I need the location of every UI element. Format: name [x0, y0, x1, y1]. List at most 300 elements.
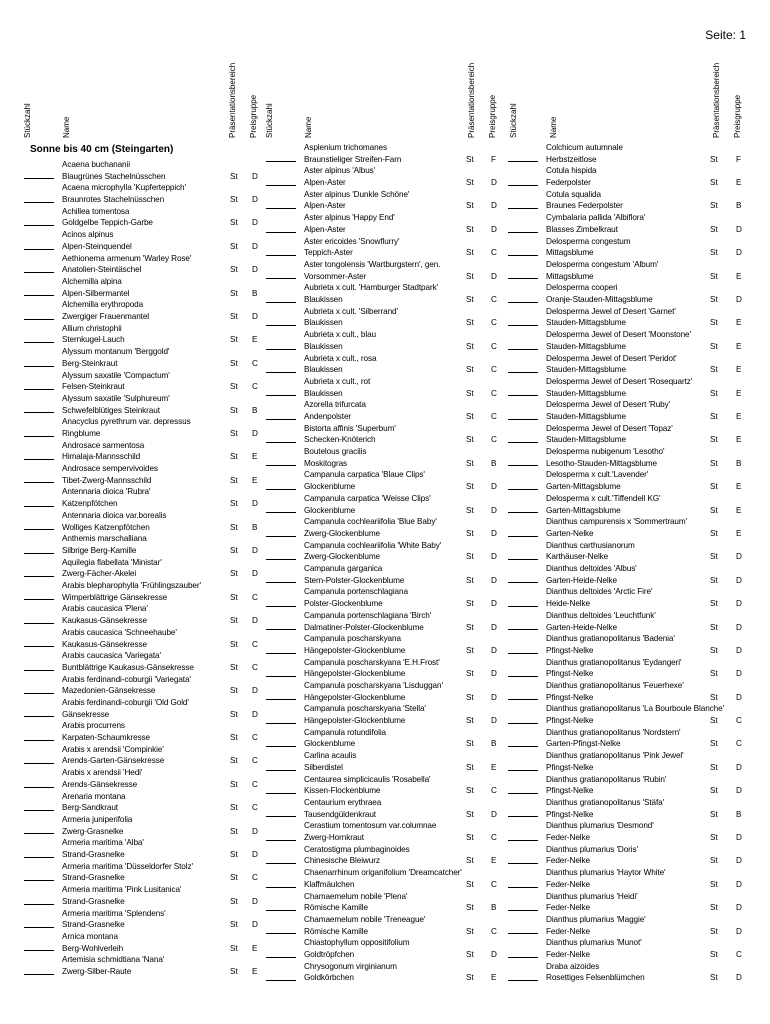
common-name: Stern-Polster-Glockenblume: [304, 575, 405, 585]
plant-name: [546, 914, 646, 937]
common-name: Feder-Nelke: [546, 833, 590, 843]
price-group: D: [491, 599, 497, 609]
price-group: E: [736, 435, 742, 445]
plant-name: [546, 236, 630, 259]
plant-entry: [266, 680, 506, 703]
quantity-blank[interactable]: [24, 693, 54, 694]
botanical-name: Dianthus gratianopolitanus 'La Bourboule Blanche': [546, 704, 725, 714]
plant-name: [546, 820, 654, 843]
botanical-name: Arabis x arendsii 'Compinkie': [62, 744, 164, 754]
quantity-blank[interactable]: [24, 482, 54, 483]
botanical-name: Delosperma x cult.'Lavender': [546, 470, 649, 480]
plant-entry: [24, 533, 266, 556]
common-name: Glockenblume: [304, 739, 356, 749]
common-name: Heide-Nelke: [546, 599, 590, 609]
plant-entry: [266, 469, 506, 492]
plant-entry: [24, 697, 266, 720]
plant-entry: [266, 446, 506, 469]
price-group: E: [252, 475, 258, 485]
plant-name: [546, 937, 642, 960]
common-name: Silbrige Berg-Kamille: [62, 545, 137, 555]
common-name: Felsen-Steinkraut: [62, 382, 125, 392]
entry-list: [508, 142, 752, 984]
quantity-blank[interactable]: [508, 278, 538, 279]
quantity-blank[interactable]: [24, 857, 54, 858]
common-name: Mazedonien-Gänsekresse: [62, 686, 156, 696]
quantity-blank[interactable]: [24, 272, 54, 273]
botanical-name: Delosperma Jewel of Desert 'Peridot': [546, 353, 677, 363]
quantity-blank[interactable]: [508, 816, 538, 817]
plant-entry: [24, 510, 266, 533]
botanical-name: Chaenarrhinum origanifolium 'Dreamcatcher': [304, 868, 462, 878]
plant-entry: [266, 586, 506, 609]
quantity-blank[interactable]: [24, 599, 54, 600]
common-name: Sternkugel-Lauch: [62, 335, 125, 345]
quantity-blank[interactable]: [266, 910, 296, 911]
common-name: Buntblättrige Kaukasus-Gänsekresse: [62, 662, 194, 672]
presentation-area: St: [466, 599, 474, 609]
quantity-blank[interactable]: [266, 887, 296, 888]
price-group: D: [491, 482, 497, 492]
botanical-name: Centaurium erythraea: [304, 797, 382, 807]
quantity-blank[interactable]: [508, 606, 538, 607]
quantity-blank[interactable]: [508, 723, 538, 724]
price-group: D: [491, 575, 497, 585]
botanical-name: Arabis x arendsii 'Hedi': [62, 768, 143, 778]
plant-entry: [508, 329, 752, 352]
quantity-blank[interactable]: [24, 389, 54, 390]
quantity-blank[interactable]: [24, 436, 54, 437]
common-name: Alpen-Aster: [304, 224, 346, 234]
quantity-blank[interactable]: [266, 278, 296, 279]
quantity-blank[interactable]: [266, 980, 296, 981]
price-group: C: [252, 873, 258, 883]
quantity-blank[interactable]: [508, 957, 538, 958]
botanical-name: Campanula poscharskyana 'Lisduggan': [304, 680, 443, 690]
plant-name: [62, 931, 123, 954]
quantity-blank[interactable]: [24, 833, 54, 834]
price-group: D: [491, 552, 497, 562]
plant-name: [304, 586, 408, 609]
plant-name: [62, 650, 194, 673]
botanical-name: Androsace sarmentosa: [62, 440, 145, 450]
plant-name: [546, 259, 658, 282]
botanical-name: Chiastophyllum oppositifolium: [304, 938, 410, 948]
quantity-blank[interactable]: [24, 787, 54, 788]
plant-entry: [508, 282, 752, 305]
plant-name: [546, 282, 653, 305]
quantity-blank[interactable]: [266, 395, 296, 396]
botanical-name: Campanula poscharskyana 'Stella': [304, 704, 426, 714]
plant-name: [546, 657, 681, 680]
plant-name: [62, 767, 142, 790]
plant-entry: [508, 633, 752, 656]
plant-name: [62, 814, 132, 837]
column-header: [266, 38, 506, 142]
plant-entry: [508, 586, 752, 609]
quantity-blank[interactable]: [508, 933, 538, 934]
quantity-blank[interactable]: [24, 927, 54, 928]
quantity-blank[interactable]: [508, 770, 538, 771]
price-group: B: [252, 522, 258, 532]
plant-name: [546, 844, 638, 867]
price-group: D: [252, 896, 258, 906]
quantity-blank[interactable]: [508, 395, 538, 396]
common-name: Tausendgüldenkraut: [304, 809, 376, 819]
plant-name: [304, 493, 431, 516]
plant-entry: [508, 142, 752, 165]
common-name: Stauden-Mittagsblume: [546, 388, 626, 398]
common-name: Zwerg-Glockenblume: [304, 552, 381, 562]
quantity-blank[interactable]: [508, 746, 538, 747]
quantity-blank[interactable]: [266, 512, 296, 513]
quantity-blank[interactable]: [266, 582, 296, 583]
plant-name: [546, 446, 664, 469]
common-name: Stauden-Mittagsblume: [546, 365, 626, 375]
presentation-area: St: [710, 645, 718, 655]
plant-name: [304, 142, 401, 165]
common-name: Lesotho-Stauden-Mittagsblume: [546, 458, 657, 468]
quantity-blank[interactable]: [508, 232, 538, 233]
presentation-area: St: [230, 850, 238, 860]
quantity-blank[interactable]: [24, 249, 54, 250]
quantity-blank[interactable]: [266, 559, 296, 560]
presentation-area: St: [230, 943, 238, 953]
quantity-blank[interactable]: [508, 489, 538, 490]
quantity-blank[interactable]: [266, 419, 296, 420]
plant-entry: [24, 557, 266, 580]
quantity-blank[interactable]: [266, 723, 296, 724]
quantity-blank[interactable]: [508, 512, 538, 513]
botanical-name: Dianthus carthusianorum: [546, 540, 635, 550]
botanical-name: Aubrieta x cult. 'Silberrand': [304, 306, 398, 316]
common-name: Berg-Wohlverleih: [62, 943, 124, 953]
plant-entry: [266, 703, 506, 726]
presentation-area: St: [230, 241, 238, 251]
quantity-blank[interactable]: [266, 793, 296, 794]
quantity-blank[interactable]: [508, 372, 538, 373]
quantity-blank[interactable]: [266, 770, 296, 771]
common-name: Kissen-Flockenblume: [304, 786, 381, 796]
quantity-blank[interactable]: [24, 716, 54, 717]
plant-entry: [24, 650, 266, 673]
quantity-blank[interactable]: [508, 302, 538, 303]
price-group: D: [736, 833, 742, 843]
quantity-blank[interactable]: [24, 319, 54, 320]
plant-name: [546, 610, 656, 633]
quantity-blank[interactable]: [24, 295, 54, 296]
plant-entry: [508, 540, 752, 563]
quantity-blank[interactable]: [266, 372, 296, 373]
quantity-blank[interactable]: [266, 208, 296, 209]
quantity-blank[interactable]: [266, 185, 296, 186]
quantity-blank[interactable]: [508, 208, 538, 209]
common-name: Pfingst-Nelke: [546, 645, 594, 655]
quantity-blank[interactable]: [508, 536, 538, 537]
price-group: B: [736, 458, 742, 468]
common-name: Strand-Grasnelke: [62, 873, 125, 883]
quantity-blank[interactable]: [266, 489, 296, 490]
quantity-blank[interactable]: [508, 465, 538, 466]
price-group: E: [491, 856, 497, 866]
plant-entry: [508, 446, 752, 469]
plant-name: [62, 861, 193, 884]
quantity-blank[interactable]: [266, 349, 296, 350]
header-price: Preisgruppe: [249, 94, 258, 138]
plant-name: [546, 306, 676, 329]
plant-entry: [508, 493, 752, 516]
quantity-blank[interactable]: [266, 840, 296, 841]
quantity-blank[interactable]: [508, 349, 538, 350]
quantity-blank[interactable]: [508, 676, 538, 677]
plant-entry: [508, 353, 752, 376]
price-group: E: [252, 943, 258, 953]
price-group: D: [491, 716, 497, 726]
header-count: Stückzahl: [509, 103, 518, 138]
botanical-name: Armeria maritima 'Pink Lusitanica': [62, 885, 182, 895]
price-group: E: [736, 388, 742, 398]
presentation-area: St: [710, 809, 718, 819]
header-price: Preisgruppe: [488, 94, 497, 138]
quantity-blank[interactable]: [24, 950, 54, 951]
plant-name: [546, 493, 661, 516]
price-group: D: [491, 201, 497, 211]
plant-entry: [266, 329, 506, 352]
presentation-area: St: [466, 879, 474, 889]
price-group: D: [491, 505, 497, 515]
quantity-blank[interactable]: [24, 904, 54, 905]
common-name: Mittagsblume: [546, 271, 594, 281]
plant-name: [546, 399, 670, 422]
botanical-name: Delosperma congestum 'Album': [546, 259, 659, 269]
presentation-area: St: [710, 786, 718, 796]
price-group: D: [491, 692, 497, 702]
price-group: E: [736, 482, 742, 492]
plant-entry: [508, 236, 752, 259]
common-name: Karpaten-Schaumkresse: [62, 733, 151, 743]
plant-name: [62, 510, 166, 533]
quantity-blank[interactable]: [266, 325, 296, 326]
plant-entry: [266, 165, 506, 188]
plant-name: [62, 908, 166, 931]
presentation-area: St: [466, 903, 474, 913]
plant-name: [304, 867, 462, 890]
presentation-area: St: [230, 499, 238, 509]
plant-entry: [266, 282, 506, 305]
common-name: Federpolster: [546, 178, 591, 188]
quantity-blank[interactable]: [24, 366, 54, 367]
plant-entry: [508, 914, 752, 937]
quantity-blank[interactable]: [24, 506, 54, 507]
quantity-blank[interactable]: [266, 232, 296, 233]
quantity-blank[interactable]: [24, 553, 54, 554]
price-group: D: [491, 528, 497, 538]
price-group: D: [491, 622, 497, 632]
botanical-name: Acaena buchananii: [62, 160, 130, 169]
quantity-blank[interactable]: [266, 676, 296, 677]
plant-name: [546, 516, 687, 539]
plant-entry: [266, 540, 506, 563]
plant-name: [304, 844, 410, 867]
price-group: C: [736, 739, 742, 749]
quantity-blank[interactable]: [24, 763, 54, 764]
presentation-area: St: [230, 522, 238, 532]
common-name: Blaukissen: [304, 365, 343, 375]
quantity-blank[interactable]: [266, 161, 296, 162]
common-name: Strand-Grasnelke: [62, 850, 125, 860]
quantity-blank[interactable]: [24, 974, 54, 975]
botanical-name: Campanula portenschlagiana: [304, 587, 408, 597]
botanical-name: Draba aizoides: [546, 961, 600, 971]
quantity-blank[interactable]: [24, 646, 54, 647]
common-name: Kaukasus-Gänsekresse: [62, 639, 147, 649]
quantity-blank[interactable]: [508, 185, 538, 186]
plant-entry: [266, 376, 506, 399]
plant-name: [62, 486, 150, 509]
quantity-blank[interactable]: [24, 225, 54, 226]
botanical-name: Dianthus gratianopolitanus 'Stäfa': [546, 797, 665, 807]
common-name: Feder-Nelke: [546, 949, 590, 959]
botanical-name: Delosperma congestum: [546, 236, 631, 246]
quantity-blank[interactable]: [508, 559, 538, 560]
quantity-blank[interactable]: [508, 442, 538, 443]
presentation-area: St: [466, 458, 474, 468]
quantity-blank[interactable]: [24, 178, 54, 179]
quantity-blank[interactable]: [24, 576, 54, 577]
presentation-area: St: [710, 528, 718, 538]
header-area: Präsentationsbereich: [467, 62, 476, 138]
botanical-name: Arnica montana: [62, 931, 118, 941]
quantity-blank[interactable]: [24, 623, 54, 624]
quantity-blank[interactable]: [266, 933, 296, 934]
quantity-blank[interactable]: [508, 910, 538, 911]
quantity-blank[interactable]: [266, 302, 296, 303]
presentation-area: St: [230, 569, 238, 579]
quantity-blank[interactable]: [508, 653, 538, 654]
quantity-blank[interactable]: [24, 342, 54, 343]
plant-entry: [508, 259, 752, 282]
entry-list: [266, 142, 506, 984]
presentation-area: St: [466, 224, 474, 234]
quantity-blank[interactable]: [266, 465, 296, 466]
plant-name: [546, 469, 648, 492]
plant-name: [62, 954, 164, 977]
price-group: B: [736, 201, 742, 211]
quantity-blank[interactable]: [266, 255, 296, 256]
price-group: C: [252, 358, 258, 368]
quantity-blank[interactable]: [266, 746, 296, 747]
botanical-name: Dianthus deltoides 'Leuchtfunk': [546, 610, 656, 620]
quantity-blank[interactable]: [266, 442, 296, 443]
price-group: E: [736, 411, 742, 421]
quantity-blank[interactable]: [266, 699, 296, 700]
quantity-blank[interactable]: [24, 810, 54, 811]
botanical-name: Cotula squalida: [546, 189, 601, 199]
common-name: Silberdistel: [304, 762, 343, 772]
quantity-blank[interactable]: [24, 740, 54, 741]
quantity-blank[interactable]: [266, 816, 296, 817]
common-name: Hängepolster-Glockenblume: [304, 716, 406, 726]
presentation-area: St: [466, 341, 474, 351]
common-name: Römische Kamille: [304, 926, 368, 936]
quantity-blank[interactable]: [508, 863, 538, 864]
price-group: F: [491, 154, 497, 164]
quantity-blank[interactable]: [508, 325, 538, 326]
quantity-blank[interactable]: [508, 980, 538, 981]
plant-entry: [24, 393, 266, 416]
common-name: Vorsommer-Aster: [304, 271, 367, 281]
botanical-name: Artemisia schmidtiana 'Nana': [62, 955, 165, 965]
quantity-blank[interactable]: [508, 419, 538, 420]
price-group: D: [736, 622, 742, 632]
quantity-blank[interactable]: [24, 529, 54, 530]
quantity-blank[interactable]: [266, 629, 296, 630]
section-title: Sonne bis 40 cm (Steingarten): [30, 144, 174, 155]
quantity-blank[interactable]: [508, 840, 538, 841]
presentation-area: St: [710, 505, 718, 515]
quantity-blank[interactable]: [508, 582, 538, 583]
plant-name: [546, 165, 597, 188]
common-name: Blaukissen: [304, 341, 343, 351]
quantity-blank[interactable]: [24, 412, 54, 413]
price-group: D: [252, 312, 258, 322]
price-group: D: [491, 645, 497, 655]
quantity-blank[interactable]: [508, 793, 538, 794]
plant-name: [546, 774, 666, 797]
quantity-blank[interactable]: [24, 880, 54, 881]
price-group: D: [736, 879, 742, 889]
presentation-area: St: [710, 716, 718, 726]
presentation-area: St: [710, 552, 718, 562]
plant-name: [62, 533, 147, 556]
quantity-blank[interactable]: [266, 653, 296, 654]
quantity-blank[interactable]: [508, 629, 538, 630]
quantity-blank[interactable]: [508, 887, 538, 888]
price-group: D: [736, 552, 742, 562]
plant-name: [62, 791, 125, 814]
column-header: [508, 38, 752, 142]
presentation-area: St: [230, 896, 238, 906]
presentation-area: St: [230, 639, 238, 649]
price-group: D: [736, 926, 742, 936]
plant-name: [546, 633, 675, 656]
quantity-blank[interactable]: [266, 863, 296, 864]
quantity-blank[interactable]: [508, 699, 538, 700]
presentation-area: St: [230, 452, 238, 462]
plant-entry: [24, 253, 266, 276]
common-name: Berg-Steinkraut: [62, 358, 118, 368]
common-name: Himalaja-Mannsschild: [62, 452, 141, 462]
common-name: Arends-Garten-Gänsekresse: [62, 756, 165, 766]
price-group: C: [252, 756, 258, 766]
quantity-blank[interactable]: [24, 202, 54, 203]
quantity-blank[interactable]: [508, 161, 538, 162]
quantity-blank[interactable]: [266, 957, 296, 958]
common-name: Katzenpfötchen: [62, 499, 118, 509]
plant-entry: [24, 229, 266, 252]
quantity-blank[interactable]: [24, 670, 54, 671]
quantity-blank[interactable]: [266, 536, 296, 537]
price-group: D: [491, 224, 497, 234]
price-group: D: [252, 241, 258, 251]
quantity-blank[interactable]: [266, 606, 296, 607]
quantity-blank[interactable]: [24, 459, 54, 460]
price-group: C: [252, 592, 258, 602]
price-group: B: [252, 405, 258, 415]
common-name: Herbstzeitlose: [546, 154, 597, 164]
presentation-area: St: [466, 295, 474, 305]
quantity-blank[interactable]: [508, 255, 538, 256]
